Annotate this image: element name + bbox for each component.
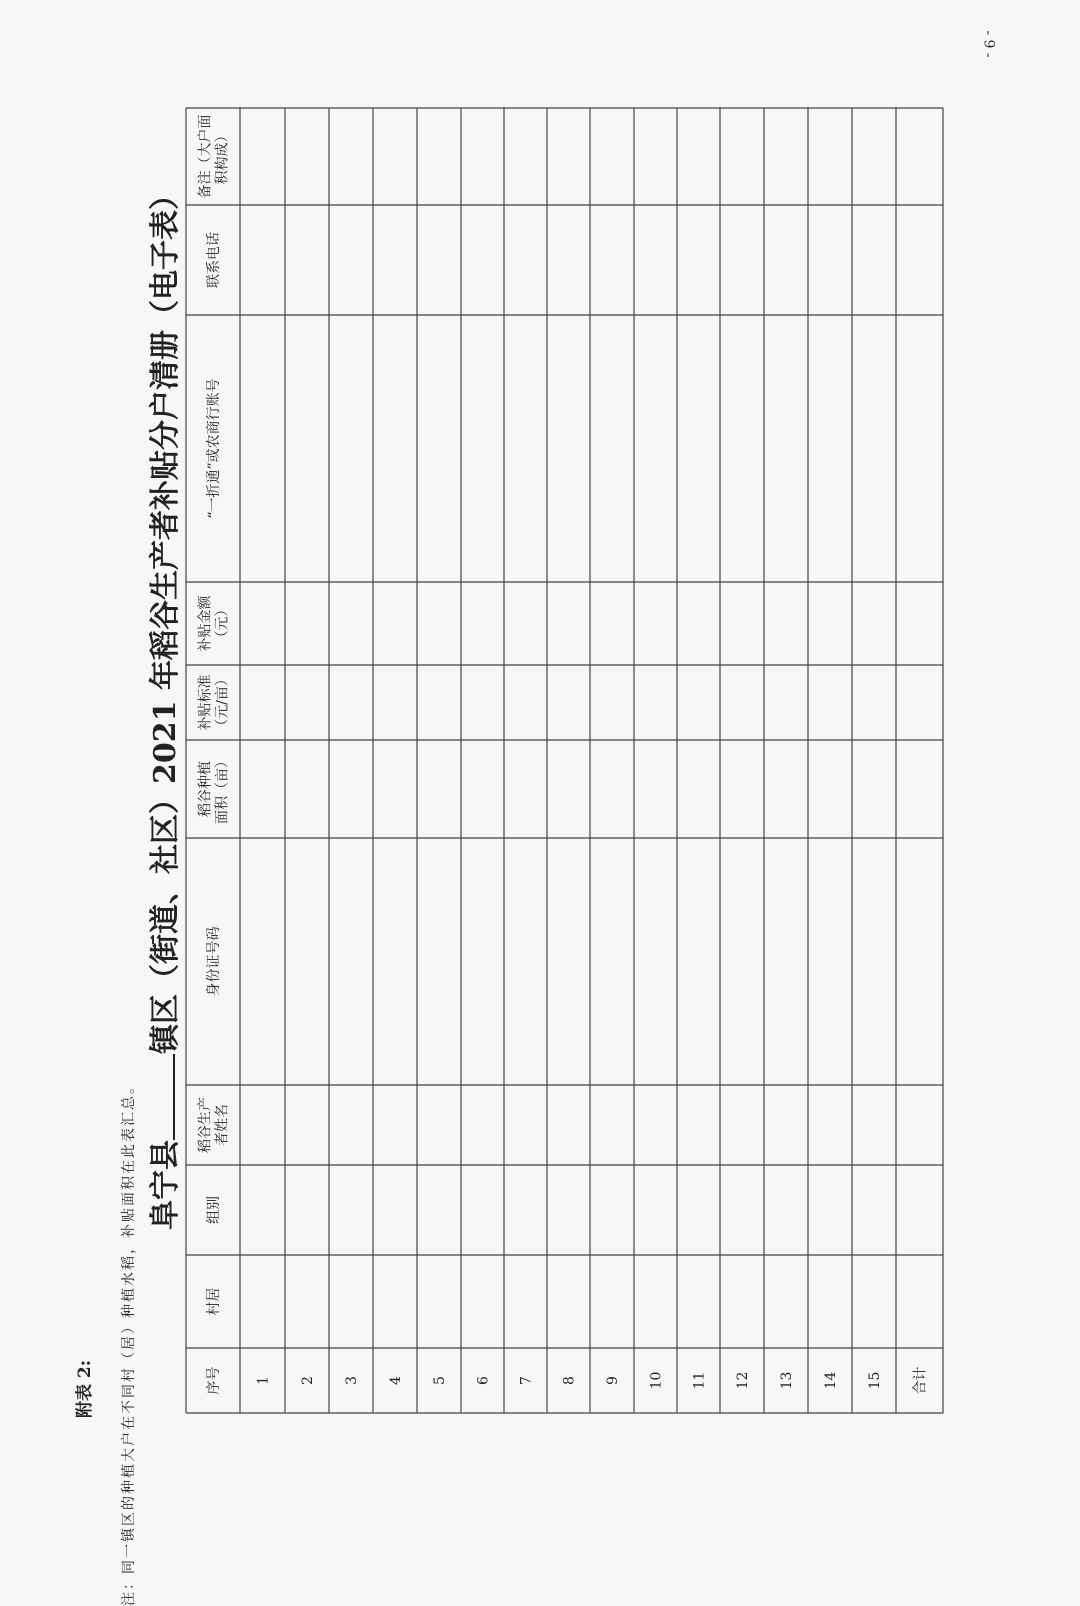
row-number: 5 (432, 1376, 448, 1385)
row-number: 15 (867, 1371, 883, 1390)
row-number: 4 (388, 1376, 404, 1385)
column-header: 稻谷生产者姓名 (197, 1097, 231, 1153)
title-suffix: 镇区（街道、社区）2021 年稻谷生产者补贴分户清册（电子表） (148, 180, 183, 1054)
row-number: 7 (518, 1376, 535, 1385)
appendix-label: 附表 2: (75, 1359, 95, 1418)
page-number: - 9 - (980, 30, 997, 58)
row-number: 8 (561, 1376, 578, 1385)
column-header: “一折通”或农商行账号 (206, 378, 222, 519)
column-header: 身份证号码 (206, 926, 222, 997)
title-prefix: 阜宁县 (148, 1139, 183, 1230)
row-number: 13 (779, 1371, 795, 1390)
row-number: 2 (300, 1376, 316, 1385)
row-number: 12 (735, 1371, 751, 1390)
table-note: 注：同一镇区的种植大户在不同村（居）种植水稻，补贴面积在此表汇总。 (121, 1078, 137, 1606)
row-number: 9 (605, 1376, 621, 1385)
row-number: 11 (691, 1371, 708, 1390)
column-header: 备注（大户面积构成） (197, 114, 231, 199)
column-header: 序号 (206, 1366, 222, 1395)
row-number: 合计 (912, 1366, 929, 1395)
column-header: 联系电话 (206, 232, 222, 288)
row-number: 3 (344, 1376, 360, 1385)
column-header: 补贴金额（元） (197, 595, 231, 652)
row-number: 10 (648, 1371, 665, 1390)
column-header: 组别 (206, 1196, 222, 1224)
row-number: 1 (255, 1376, 272, 1385)
column-header: 村居 (206, 1287, 222, 1316)
row-number: 14 (823, 1371, 839, 1390)
row-number: 6 (475, 1376, 492, 1385)
column-header: 补贴标准（元/亩） (197, 672, 231, 733)
column-header: 稻谷种植面积（亩） (197, 754, 231, 824)
